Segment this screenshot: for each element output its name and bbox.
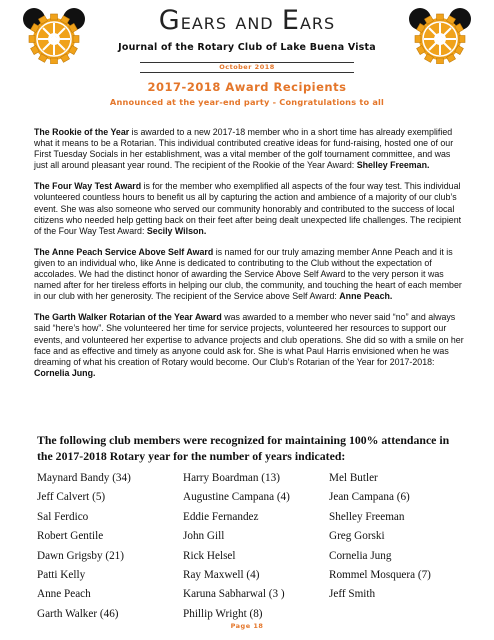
member-name: Ray Maxwell (4) xyxy=(183,569,260,582)
member-name: Anne Peach xyxy=(37,588,91,601)
issue-date: October 2018 xyxy=(219,63,275,71)
masthead xyxy=(0,5,494,53)
award-paragraph-four-way-test: The Four Way Test Award is for the member who exemplified all aspects of the four way test. This individual volunteered countless hours to benefit us all by capturing the action and ambience of a majority of our club’s event. She was also someone who served our community honorably and contributed to the success of local citizens who needed help getting back on their feet after being dealt unexpected life challenges. The recipient of the Four Way Test Award: Secily Wilson. xyxy=(34,181,462,236)
member-name: Jeff Calvert (5) xyxy=(37,491,106,504)
newsletter-subtitle: Journal of the Rotary Club of Lake Buena Vista xyxy=(118,42,376,53)
member-name: Jeff Smith xyxy=(329,588,376,601)
award-paragraph-service-above-self: The Anne Peach Service Above Self Award is named for our truly amazing member Anne Peach and it is given to an individual who, like Anne is dedicated to contributing to the Club without the expectation of accolades. We had the distinct honor of awarding the Service Above Self Award to the very person it was named after for her tireless efforts in helping our club, the community, and touching the heart of each member in our club with her generosity. The recipient of the Service above Self Award: Anne Peach. xyxy=(34,246,462,302)
member-name: Karuna Sabharwal (3 ) xyxy=(183,588,285,601)
member-name: Cornelia Jung xyxy=(329,549,392,562)
article-body xyxy=(34,127,466,389)
member-name: Garth Walker (46) xyxy=(37,607,119,620)
member-name: Dawn Grigsby (21) xyxy=(37,549,124,562)
attendance-member-grid xyxy=(37,469,467,624)
member-name: Maynard Bandy (34) xyxy=(37,472,131,484)
member-name: Rick Helsel xyxy=(183,549,236,562)
member-name: Patti Kelly xyxy=(37,569,86,582)
member-name: Augustine Campana (4) xyxy=(183,491,290,504)
article-headline: 2017-2018 Award Recipients xyxy=(147,80,347,94)
member-name: Harry Boardman (13) xyxy=(183,472,280,484)
award-paragraph-rookie: The Rookie of the Year is awarded to a new 2017-18 member who in a short time has already exemplified what it means to be a Rotarian. This individual contributed creative ideas for fund-raising, hosted one of our First Tuesday Socials in her establishment, was a vital member of the golf tournament committee, and was just all around pleasant year round. The recipient of the Rookie of the Year Award: Shelley Freeman. xyxy=(34,127,454,171)
member-name: Mel Butler xyxy=(329,472,378,484)
member-name: John Gill xyxy=(183,530,225,543)
member-name: Jean Campana (6) xyxy=(329,491,410,504)
masthead-rule-bottom xyxy=(140,72,354,73)
member-name: Eddie Fernandez xyxy=(183,510,259,523)
member-name: Rommel Mosquera (7) xyxy=(329,569,431,582)
member-name: Greg Gorski xyxy=(329,530,385,543)
member-name: Phillip Wright (8) xyxy=(183,607,263,620)
attendance-section xyxy=(37,433,467,624)
page-number: Page 18 xyxy=(230,622,264,630)
attendance-heading: The following club members were recognized for maintaining 100% attendance in the 2017-2018 Rotary year for the number of years indicated: xyxy=(37,433,450,463)
article-subhead: Announced at the year-end party - Congratulations to all xyxy=(109,97,385,107)
member-name: Shelley Freeman xyxy=(329,510,405,523)
member-name: Sal Ferdico xyxy=(37,510,89,523)
award-paragraph-rotarian-of-year: The Garth Walker Rotarian of the Year Award was awarded to a member who never said “no” and always said “here’s how”. She volunteered her time for service projects, volunteered her resources to support our events, and volunteered her expertise to advance projects and club operations. She did so with a smile on her face and as effective and timely as anyone could ask for. She is what Paul Harris envisioned when he was dreaming of what his creation of Rotary would become. Our Club’s Rotarian of the Year for 2017-2018: Cornelia Jung. xyxy=(34,312,464,378)
member-name: Robert Gentile xyxy=(37,530,104,543)
newsletter-title: Gears and Ears xyxy=(158,5,336,36)
